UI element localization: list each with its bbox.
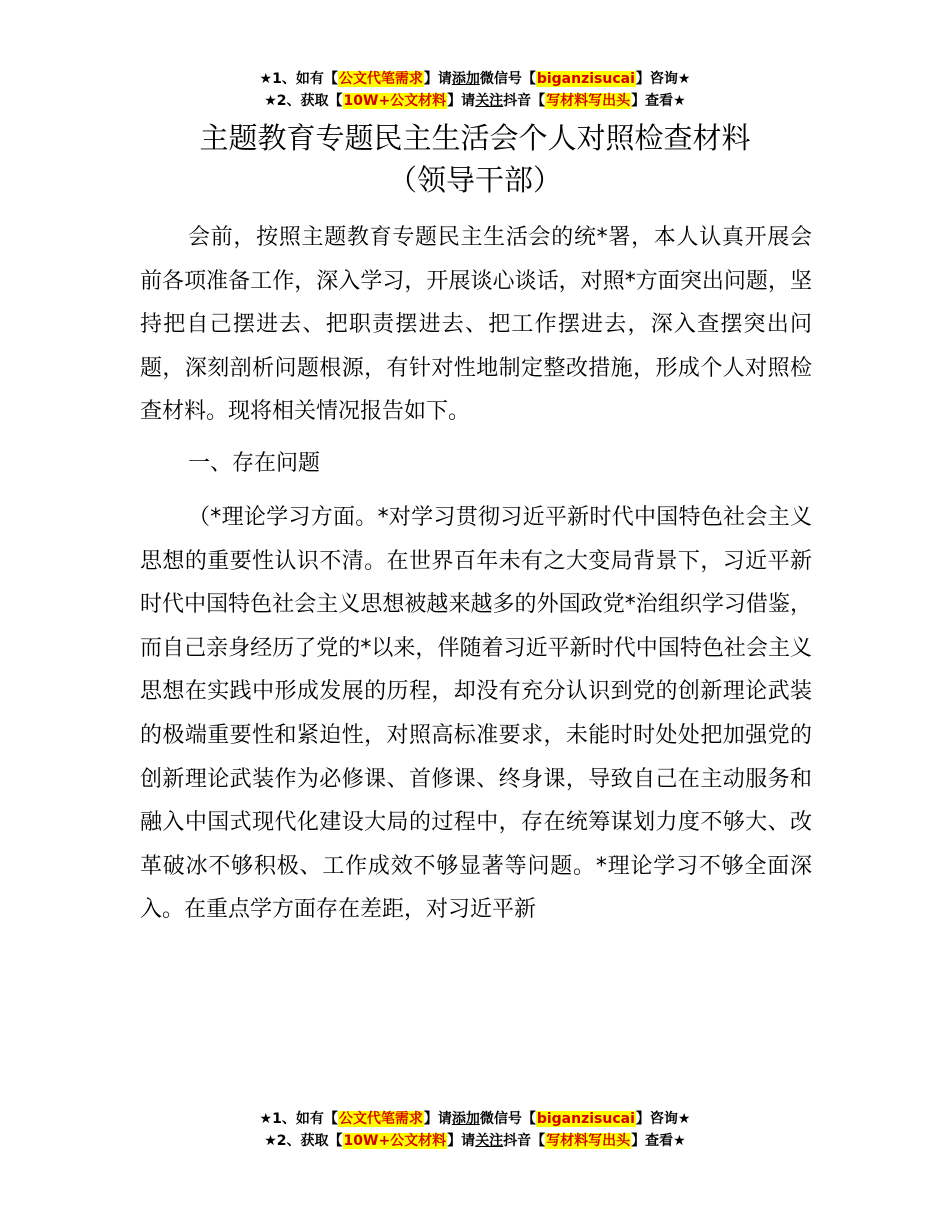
intro-paragraph: 会前，按照主题教育专题民主生活会的统*署，本人认真开展会前各项准备工作，深入学习，开展谈心谈话，对照*方面突出问题，坚持把自己摆进去、把职责摆进去、把工作摆进去，深入查摆突出问题，深刻剖析问题根源，有针对性地制定整改措施，形成个人对照检查材料。现将相关情况报告如下。 [140, 225, 812, 425]
promo-line-2 [0, 90, 950, 112]
promo-underline: 添加 [451, 1111, 480, 1127]
promo-text: 】请 [423, 71, 452, 87]
promo-text: 】咨询★ [635, 71, 691, 87]
promo-text: 微信号【 [479, 71, 536, 87]
promo-line-2 [0, 1130, 950, 1152]
promo-text: 】请 [447, 93, 476, 109]
promo-text: 】请 [447, 1133, 476, 1149]
promo-text: ★2、获取【 [264, 1133, 343, 1149]
promo-text: ★2、获取【 [264, 93, 343, 109]
promo-highlight: 10W+公文材料 [343, 1133, 447, 1149]
promo-text: 抖音【 [503, 1133, 546, 1149]
section-paragraph: （*理论学习方面。*对学习贯彻习近平新时代中国特色社会主义思想的重要性认识不清。在世界百年未有之大变局背景下，习近平新时代中国特色社会主义思想被越来越多的外国政党*治组织学习借鉴，而自己亲身经历了党的*以来，伴随着习近平新时代中国特色社会主义思想在实践中形成发展的历程，却没有充分认识到党的创新理论武装的极端重要性和紧迫性，对照高标准要求，未能时时处处把加强党的创新理论武装作为必修课、首修课、终身课，导致自己在主动服务和融入中国式现代化建设大局的过程中，存在统筹谋划力度不够大、改革破冰不够积极、工作成效不够显著等问题。*理论学习不够全面深入。在重点学方面存在差距，对习近平新 [140, 505, 812, 923]
promo-text: 】查看★ [631, 1133, 686, 1149]
promo-douyin-id: 写材料写出头 [546, 1133, 631, 1149]
bottom-promo-banner [0, 1108, 950, 1152]
promo-highlight: 公文代笔需求 [338, 1111, 423, 1127]
promo-highlight: 公文代笔需求 [338, 71, 423, 87]
promo-text: 】查看★ [631, 93, 686, 109]
promo-underline: 添加 [451, 71, 480, 87]
section-heading: 一、存在问题 [188, 451, 321, 476]
promo-line-1 [0, 68, 950, 90]
promo-wechat-id: biganzisucai [536, 71, 635, 87]
promo-text: ★1、如有【 [259, 71, 338, 87]
promo-text: 抖音【 [503, 93, 546, 109]
promo-line-1 [0, 1108, 950, 1130]
promo-text: 】咨询★ [635, 1111, 691, 1127]
document-title: 主题教育专题民主生活会个人对照检查材料 [199, 121, 751, 155]
top-promo-banner [0, 68, 950, 112]
promo-text: 微信号【 [479, 1111, 536, 1127]
promo-text: 】请 [423, 1111, 452, 1127]
promo-underline: 关注 [475, 1133, 504, 1149]
promo-text: ★1、如有【 [259, 1111, 338, 1127]
promo-douyin-id: 写材料写出头 [546, 93, 631, 109]
document-subtitle: （领导干部） [387, 163, 562, 197]
promo-underline: 关注 [475, 93, 504, 109]
promo-highlight: 10W+公文材料 [343, 93, 447, 109]
promo-wechat-id: biganzisucai [536, 1111, 635, 1127]
